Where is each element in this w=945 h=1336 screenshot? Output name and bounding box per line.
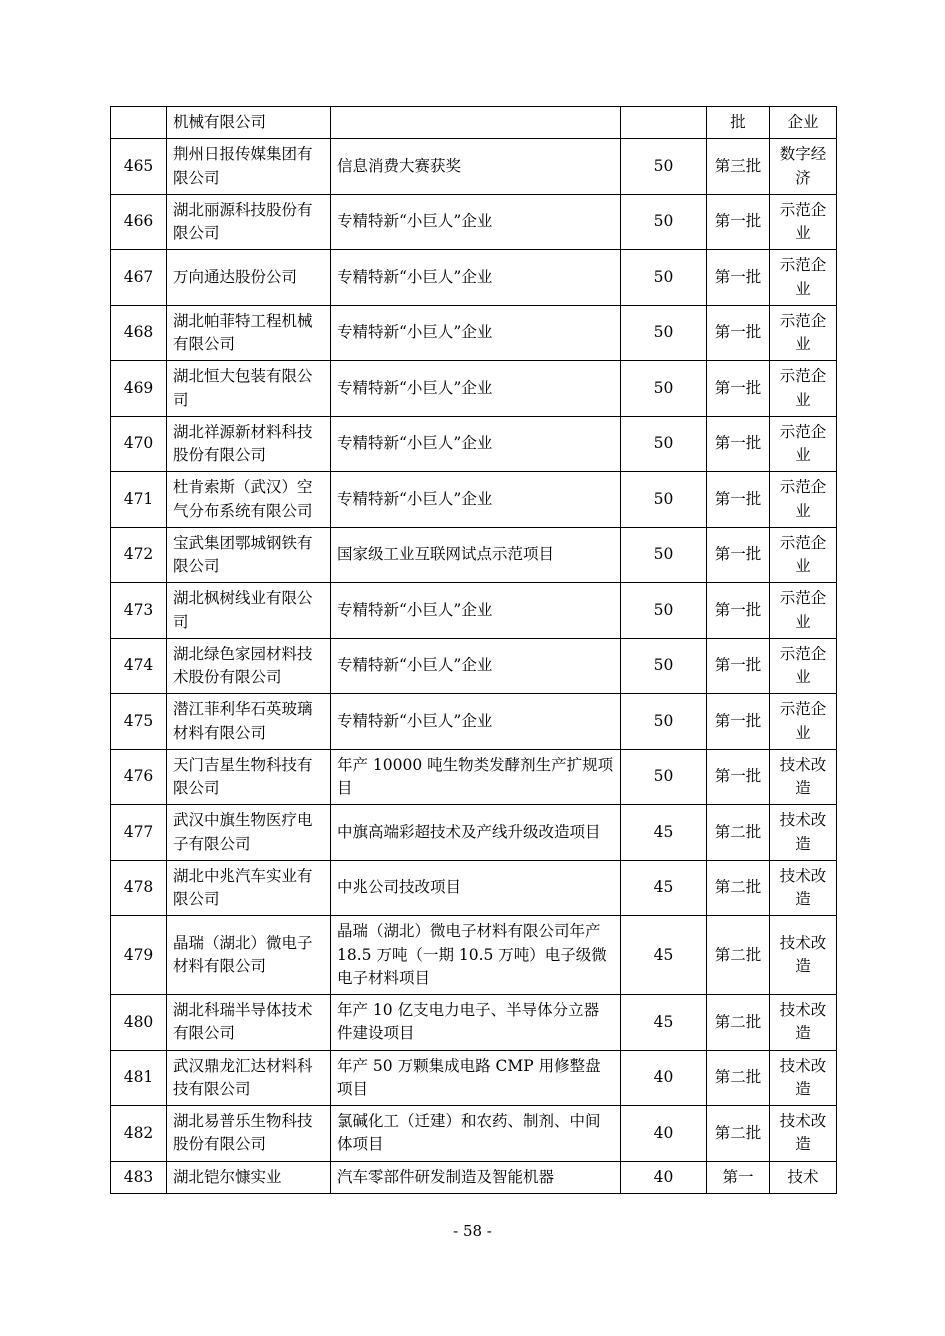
- table-row: [111, 916, 837, 995]
- table-row: [111, 250, 837, 306]
- cell-amount: 45: [621, 860, 707, 916]
- cell-batch: 第一批: [707, 305, 770, 361]
- cell-batch: 第二批: [707, 916, 770, 995]
- cell-batch: 第一批: [707, 749, 770, 805]
- cell-batch: 第一批: [707, 638, 770, 694]
- cell-project-name: 年产 50 万颗集成电路 CMP 用修整盘项目: [331, 1050, 621, 1106]
- table-row: [111, 472, 837, 528]
- table-row: [111, 995, 837, 1051]
- cell-project-name: 年产 10000 吨生物类发酵剂生产扩规项目: [331, 749, 621, 805]
- table-row: [111, 305, 837, 361]
- cell-company-name: 湖北帕菲特工程机械有限公司: [167, 305, 331, 361]
- cell-amount: 50: [621, 361, 707, 417]
- cell-company-name: 湖北枫树线业有限公司: [167, 583, 331, 639]
- cell-index: 471: [111, 472, 167, 528]
- cell-type: 企业: [770, 107, 837, 139]
- cell-company-name: 湖北易普乐生物科技股份有限公司: [167, 1106, 331, 1162]
- cell-index: 469: [111, 361, 167, 417]
- cell-batch: 第一批: [707, 583, 770, 639]
- cell-amount: 50: [621, 250, 707, 306]
- table-row: [111, 361, 837, 417]
- cell-type: 示范企业: [770, 194, 837, 250]
- cell-company-name: 湖北中兆汽车实业有限公司: [167, 860, 331, 916]
- cell-batch: 第二批: [707, 1050, 770, 1106]
- cell-index: 475: [111, 694, 167, 750]
- cell-index: 466: [111, 194, 167, 250]
- cell-batch: 第二批: [707, 805, 770, 861]
- cell-type: 技术改造: [770, 1106, 837, 1162]
- table-row: [111, 638, 837, 694]
- table-row: [111, 860, 837, 916]
- cell-batch: 第二批: [707, 1106, 770, 1162]
- cell-project-name: 中旗高端彩超技术及产线升级改造项目: [331, 805, 621, 861]
- cell-project-name: 专精特新“小巨人”企业: [331, 250, 621, 306]
- cell-amount: 50: [621, 694, 707, 750]
- cell-type: 技术改造: [770, 995, 837, 1051]
- cell-amount: 50: [621, 139, 707, 195]
- cell-index: [111, 107, 167, 139]
- cell-index: 479: [111, 916, 167, 995]
- cell-project-name: 专精特新“小巨人”企业: [331, 694, 621, 750]
- cell-type: 技术改造: [770, 1050, 837, 1106]
- cell-amount: 50: [621, 583, 707, 639]
- cell-company-name: 湖北恒大包装有限公司: [167, 361, 331, 417]
- cell-type: 示范企业: [770, 416, 837, 472]
- cell-company-name: 天门吉星生物科技有限公司: [167, 749, 331, 805]
- cell-type: 示范企业: [770, 305, 837, 361]
- cell-type: 技术改造: [770, 805, 837, 861]
- cell-project-name: 汽车零部件研发制造及智能机器: [331, 1161, 621, 1193]
- cell-index: 481: [111, 1050, 167, 1106]
- cell-type: 示范企业: [770, 638, 837, 694]
- cell-type: 数字经济: [770, 139, 837, 195]
- cell-index: 480: [111, 995, 167, 1051]
- cell-company-name: 晶瑞（湖北）微电子材料有限公司: [167, 916, 331, 995]
- cell-amount: 40: [621, 1050, 707, 1106]
- cell-amount: 50: [621, 416, 707, 472]
- cell-index: 477: [111, 805, 167, 861]
- table-body: [111, 107, 837, 1194]
- cell-project-name: 年产 10 亿支电力电子、半导体分立器件建设项目: [331, 995, 621, 1051]
- cell-company-name: 武汉鼎龙汇达材料科技有限公司: [167, 1050, 331, 1106]
- cell-batch: 第二批: [707, 860, 770, 916]
- cell-amount: 50: [621, 305, 707, 361]
- cell-type: 示范企业: [770, 527, 837, 583]
- cell-index: 482: [111, 1106, 167, 1162]
- cell-company-name: 湖北绿色家园材料技术股份有限公司: [167, 638, 331, 694]
- cell-batch: 第一批: [707, 416, 770, 472]
- cell-index: 465: [111, 139, 167, 195]
- cell-index: 483: [111, 1161, 167, 1193]
- cell-type: 技术改造: [770, 916, 837, 995]
- funding-table-container: [110, 106, 836, 1194]
- cell-index: 478: [111, 860, 167, 916]
- cell-company-name: 湖北铠尔慷实业: [167, 1161, 331, 1193]
- cell-batch: 第一批: [707, 472, 770, 528]
- cell-type: 技术: [770, 1161, 837, 1193]
- funding-table: [110, 106, 837, 1194]
- cell-batch: 第二批: [707, 995, 770, 1051]
- page-number: - 58 -: [453, 1222, 492, 1240]
- cell-index: 467: [111, 250, 167, 306]
- cell-project-name: 专精特新“小巨人”企业: [331, 194, 621, 250]
- cell-project-name: [331, 107, 621, 139]
- cell-company-name: 湖北祥源新材料科技股份有限公司: [167, 416, 331, 472]
- cell-type: 示范企业: [770, 583, 837, 639]
- cell-project-name: 专精特新“小巨人”企业: [331, 583, 621, 639]
- cell-index: 473: [111, 583, 167, 639]
- cell-amount: 45: [621, 916, 707, 995]
- cell-index: 468: [111, 305, 167, 361]
- cell-amount: 45: [621, 805, 707, 861]
- cell-index: 472: [111, 527, 167, 583]
- cell-batch: 第一批: [707, 361, 770, 417]
- cell-amount: 50: [621, 194, 707, 250]
- cell-batch: 第三批: [707, 139, 770, 195]
- cell-type: 示范企业: [770, 694, 837, 750]
- cell-company-name: 湖北丽源科技股份有限公司: [167, 194, 331, 250]
- cell-type: 示范企业: [770, 472, 837, 528]
- cell-project-name: 中兆公司技改项目: [331, 860, 621, 916]
- cell-batch: 第一批: [707, 527, 770, 583]
- cell-index: 476: [111, 749, 167, 805]
- cell-company-name: 机械有限公司: [167, 107, 331, 139]
- cell-batch: 第一批: [707, 250, 770, 306]
- table-row: [111, 1106, 837, 1162]
- cell-company-name: 宝武集团鄂城钢铁有限公司: [167, 527, 331, 583]
- cell-project-name: 专精特新“小巨人”企业: [331, 472, 621, 528]
- cell-company-name: 杜肯索斯（武汉）空气分布系统有限公司: [167, 472, 331, 528]
- cell-index: 474: [111, 638, 167, 694]
- cell-amount: 50: [621, 527, 707, 583]
- table-row: [111, 139, 837, 195]
- table-row: [111, 527, 837, 583]
- cell-project-name: 国家级工业互联网试点示范项目: [331, 527, 621, 583]
- cell-project-name: 专精特新“小巨人”企业: [331, 416, 621, 472]
- cell-amount: 50: [621, 638, 707, 694]
- cell-type: 示范企业: [770, 250, 837, 306]
- cell-company-name: 武汉中旗生物医疗电子有限公司: [167, 805, 331, 861]
- cell-project-name: 专精特新“小巨人”企业: [331, 638, 621, 694]
- cell-company-name: 荆州日报传媒集团有限公司: [167, 139, 331, 195]
- table-row: [111, 1161, 837, 1193]
- cell-project-name: 晶瑞（湖北）微电子材料有限公司年产 18.5 万吨（一期 10.5 万吨）电子级微电子材料项目: [331, 916, 621, 995]
- cell-project-name: 氯碱化工（迁建）和农药、制剂、中间体项目: [331, 1106, 621, 1162]
- cell-project-name: 专精特新“小巨人”企业: [331, 361, 621, 417]
- table-row: [111, 194, 837, 250]
- cell-amount: 40: [621, 1106, 707, 1162]
- cell-type: 技术改造: [770, 749, 837, 805]
- table-row: [111, 805, 837, 861]
- cell-type: 示范企业: [770, 361, 837, 417]
- cell-project-name: 信息消费大赛获奖: [331, 139, 621, 195]
- table-row: [111, 416, 837, 472]
- cell-type: 技术改造: [770, 860, 837, 916]
- cell-amount: 40: [621, 1161, 707, 1193]
- cell-batch: 批: [707, 107, 770, 139]
- table-row: [111, 107, 837, 139]
- table-row: [111, 583, 837, 639]
- table-row: [111, 749, 837, 805]
- cell-amount: 45: [621, 995, 707, 1051]
- table-row: [111, 694, 837, 750]
- cell-amount: [621, 107, 707, 139]
- cell-index: 470: [111, 416, 167, 472]
- table-row: [111, 1050, 837, 1106]
- cell-batch: 第一批: [707, 194, 770, 250]
- cell-company-name: 潜江菲利华石英玻璃材料有限公司: [167, 694, 331, 750]
- cell-company-name: 湖北科瑞半导体技术有限公司: [167, 995, 331, 1051]
- cell-batch: 第一批: [707, 694, 770, 750]
- cell-amount: 50: [621, 749, 707, 805]
- cell-batch: 第一: [707, 1161, 770, 1193]
- cell-project-name: 专精特新“小巨人”企业: [331, 305, 621, 361]
- cell-company-name: 万向通达股份公司: [167, 250, 331, 306]
- cell-amount: 50: [621, 472, 707, 528]
